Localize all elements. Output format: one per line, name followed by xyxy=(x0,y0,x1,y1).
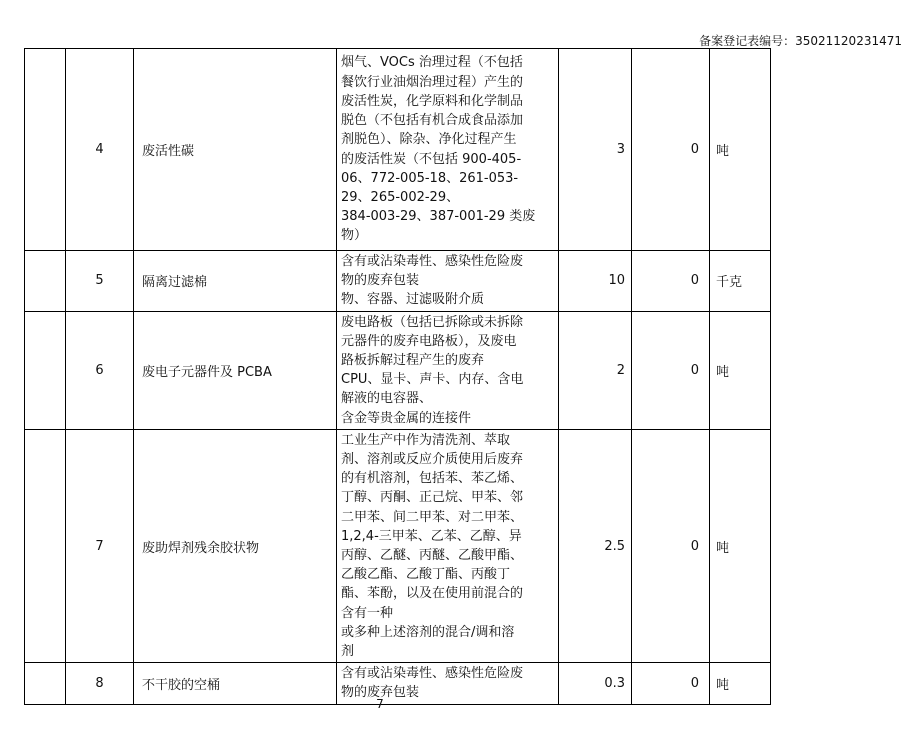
amount-cell: 2.5 xyxy=(559,429,632,662)
waste-description xyxy=(337,429,559,662)
description-line: 的有机溶剂，包括苯、苯乙烯、 xyxy=(341,471,524,487)
table-row xyxy=(25,49,771,251)
row-number: 8 xyxy=(66,663,134,704)
description-line: 乙酸乙酯、乙酸丁酯、丙酸丁 xyxy=(341,567,511,583)
description-line: 剂脱色）、除杂、净化过程产生 xyxy=(341,132,517,148)
description-line: 29、265-002-29、 xyxy=(341,189,460,205)
table-row xyxy=(25,429,771,662)
description-line: 解液的电容器、 xyxy=(341,391,433,407)
unit-cell: 吨 xyxy=(710,311,771,429)
blank-cell xyxy=(25,311,66,429)
zero-cell: 0 xyxy=(632,49,710,251)
description-line: 二甲苯、间二甲苯、对二甲苯、 xyxy=(341,509,524,525)
description-line: 丁醇、丙酮、正己烷、甲苯、邻 xyxy=(341,490,524,506)
description-line: 物、容器、过滤吸附介质 xyxy=(341,292,485,308)
amount-cell: 2 xyxy=(559,311,632,429)
blank-cell xyxy=(25,429,66,662)
zero-cell: 0 xyxy=(632,251,710,312)
page-number: 7 xyxy=(376,697,384,711)
description-line: 含金等贵金属的连接件 xyxy=(341,410,472,426)
description-line: CPU、显卡、声卡、内存、含电 xyxy=(341,372,524,388)
description-line: 物的废弃包装 xyxy=(341,685,420,701)
waste-description xyxy=(337,311,559,429)
description-line: 元器件的废弃电路板），及废电 xyxy=(341,333,517,349)
row-number: 7 xyxy=(66,429,134,662)
description-line: 路板拆解过程产生的废弃 xyxy=(341,353,485,369)
description-line: 含有或沾染毒性、感染性危险废 xyxy=(341,254,524,269)
description-line: 06、772-005-18、261-053- xyxy=(341,170,519,186)
description-line: 或多种上述溶剂的混合/调和溶 xyxy=(341,624,515,640)
waste-name: 隔离过滤棉 xyxy=(134,251,337,312)
row-number: 6 xyxy=(66,311,134,429)
registration-number: 备案登记表编号：35021120231471 xyxy=(699,34,902,48)
zero-cell: 0 xyxy=(632,311,710,429)
zero-cell: 0 xyxy=(632,663,710,704)
description-line: 丙醇、乙醚、丙醚、乙酸甲酯、 xyxy=(341,548,524,564)
waste-name: 废电子元器件及 PCBA xyxy=(134,311,337,429)
waste-name: 废助焊剂残余胶状物 xyxy=(134,429,337,662)
unit-cell: 吨 xyxy=(710,663,771,704)
amount-cell: 0.3 xyxy=(559,663,632,704)
description-line: 的废活性炭（不包括 900-405- xyxy=(341,151,522,167)
description-line: 剂 xyxy=(341,644,355,660)
description-line: 384-003-29、387-001-29 类废 xyxy=(341,209,536,225)
waste-description xyxy=(337,251,559,312)
waste-name: 废活性碳 xyxy=(134,49,337,251)
unit-cell: 千克 xyxy=(710,251,771,312)
amount-cell: 10 xyxy=(559,251,632,312)
description-line: 酯、苯酚，以及在使用前混合的 xyxy=(341,586,524,602)
unit-cell: 吨 xyxy=(710,49,771,251)
description-line: 剂、溶剂或反应介质使用后废弃 xyxy=(341,452,524,468)
unit-cell: 吨 xyxy=(710,429,771,662)
description-line: 工业生产中作为清洗剂、萃取 xyxy=(341,432,511,448)
description-line: 1,2,4-三甲苯、乙苯、乙醇、异 xyxy=(341,528,522,544)
description-line: 含有一种 xyxy=(341,605,394,621)
waste-name: 不干胶的空桶 xyxy=(134,663,337,704)
description-line: 烟气、VOCs 治理过程（不包括 xyxy=(341,55,523,71)
row-number: 4 xyxy=(66,49,134,251)
table-row xyxy=(25,311,771,429)
description-line: 物） xyxy=(341,228,368,244)
hazardous-waste-table xyxy=(24,48,771,705)
amount-cell: 3 xyxy=(559,49,632,251)
description-line: 物的废弃包装 xyxy=(341,273,420,289)
zero-cell: 0 xyxy=(632,429,710,662)
table-row xyxy=(25,251,771,312)
description-line: 废电路板（包括已拆除或未拆除 xyxy=(341,314,524,330)
row-number: 5 xyxy=(66,251,134,312)
description-line: 废活性炭，化学原料和化学制品 xyxy=(341,93,524,109)
description-line: 含有或沾染毒性、感染性危险废 xyxy=(341,666,524,682)
blank-cell xyxy=(25,251,66,312)
description-line: 脱色（不包括有机合成食品添加 xyxy=(341,113,524,129)
description-line: 餐饮行业油烟治理过程）产生的 xyxy=(341,74,524,90)
blank-cell xyxy=(25,49,66,251)
waste-description xyxy=(337,49,559,251)
